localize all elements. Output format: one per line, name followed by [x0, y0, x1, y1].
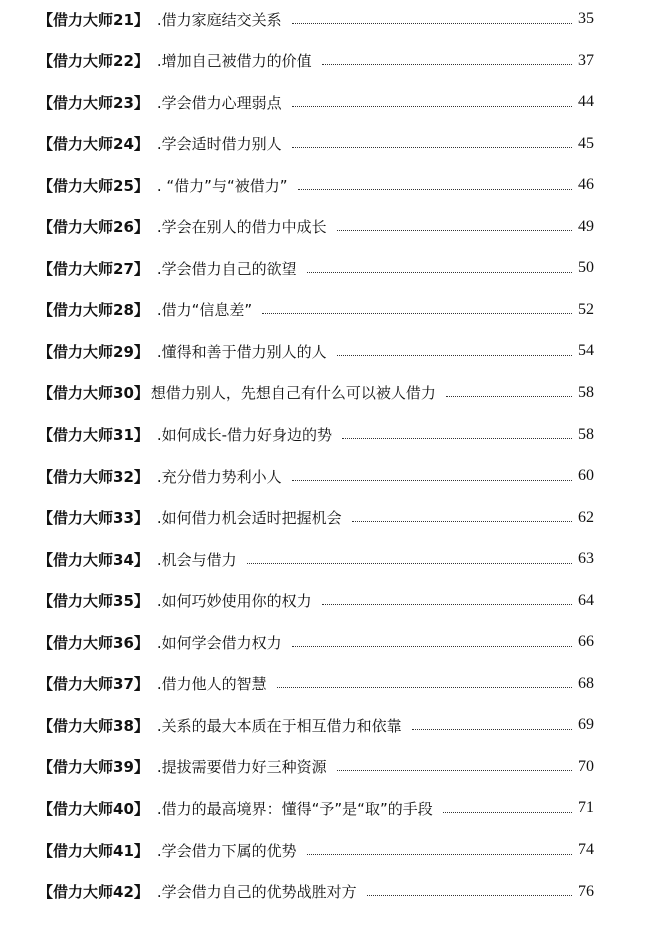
toc-entry-label: 【借力大师23】 [38, 93, 149, 112]
toc-entry-label: 【借力大师22】 [38, 52, 149, 70]
dot-leader [307, 272, 572, 273]
toc-entry-title: .如何借力机会适时把握机会 [156, 509, 342, 528]
toc-entry[interactable] [38, 254, 594, 282]
toc-entry-label: 【借力大师21】 [38, 10, 149, 29]
toc-entry-page-number: 74 [578, 841, 594, 858]
dot-leader [446, 396, 572, 397]
toc-entry-page-number: 52 [578, 300, 594, 318]
toc-entry-title: .学会借力自己的优势战胜对方 [156, 883, 357, 901]
toc-entry-page-number: 35 [578, 10, 594, 27]
dot-leader [292, 480, 572, 481]
toc-entry-label: 【借力大师37】 [38, 675, 149, 694]
dot-leader [412, 729, 572, 730]
dot-leader [443, 812, 572, 813]
toc-entry-page-number: 62 [578, 508, 594, 526]
toc-entry-page-number: 49 [578, 217, 594, 235]
toc-entry[interactable] [38, 171, 594, 199]
toc-entry-title: .关系的最大本质在于相互借力和依靠 [156, 716, 402, 735]
toc-entry[interactable] [38, 47, 594, 75]
dot-leader [337, 230, 572, 231]
toc-entry-page-number: 63 [578, 550, 594, 568]
dot-leader [337, 770, 572, 771]
toc-entry-label: 【借力大师26】 [38, 218, 149, 237]
dot-leader [292, 23, 572, 24]
toc-entry-page-number: 70 [578, 757, 594, 775]
toc-entry-page-number: 54 [578, 342, 594, 360]
toc-entry[interactable] [38, 88, 594, 116]
toc-entry-title: .借力他人的智慧 [156, 675, 267, 694]
toc-entry-title: .学会借力心理弱点 [156, 93, 282, 112]
dot-leader [322, 604, 572, 605]
dot-leader [298, 189, 573, 190]
toc-entry[interactable] [38, 836, 594, 864]
dot-leader [277, 687, 572, 688]
toc-entry-page-number: 76 [578, 882, 594, 900]
toc-entry-label: 【借力大师29】 [38, 342, 149, 361]
toc-entry-title: .借力“信息差” [156, 301, 253, 320]
toc-entry-page-number: 66 [578, 633, 594, 651]
toc-entry-page-number: 71 [578, 799, 594, 817]
toc-entry-label: 【借力大师27】 [38, 259, 149, 278]
toc-entry[interactable] [38, 670, 594, 698]
toc-entry-title: .学会借力自己的欲望 [156, 259, 297, 278]
toc-entry-title: .机会与借力 [156, 550, 237, 569]
toc-entry-title: .借力的最高境界：懂得“予”是“取”的手段 [156, 799, 433, 818]
toc-entry-label: 【借力大师39】 [38, 758, 149, 777]
toc-entry[interactable] [38, 711, 594, 739]
toc-entry[interactable] [38, 587, 594, 615]
toc-entry[interactable] [38, 545, 594, 573]
toc-entry-page-number: 68 [578, 674, 594, 692]
toc-entry-title: .充分借力势利小人 [156, 467, 282, 486]
toc-entry-title: .增加自己被借力的价值 [156, 52, 312, 70]
toc-entry-title: 想借力别人，先想自己有什么可以被人借力 [150, 384, 436, 403]
toc-entry-page-number: 58 [578, 383, 594, 401]
dot-leader [342, 438, 572, 439]
dot-leader [322, 64, 572, 65]
toc-entry-page-number: 64 [578, 591, 594, 609]
toc-entry-page-number: 45 [578, 134, 594, 152]
toc-entry-page-number: 37 [578, 51, 594, 69]
toc-entry-title: .提拔需要借力好三种资源 [156, 758, 327, 777]
toc-entry-title: . “借力”与“被借力” [156, 176, 288, 195]
toc-entry-label: 【借力大师40】 [38, 799, 149, 818]
toc-entry-title: .如何巧妙使用你的权力 [156, 592, 312, 611]
dot-leader [292, 147, 572, 148]
dot-leader [262, 313, 572, 314]
toc-entry-label: 【借力大师31】 [38, 426, 149, 444]
toc-entry-title: .学会借力下属的优势 [156, 841, 297, 860]
dot-leader [307, 854, 572, 855]
toc-entry-label: 【借力大师30】 [38, 384, 149, 403]
toc-entry-title: .学会适时借力别人 [156, 135, 282, 154]
toc-entry-label: 【借力大师24】 [38, 135, 149, 154]
toc-entry-label: 【借力大师28】 [38, 301, 149, 320]
toc-entry[interactable] [38, 130, 594, 158]
toc-entry-label: 【借力大师35】 [38, 592, 149, 611]
toc-entry-label: 【借力大师38】 [38, 716, 149, 735]
dot-leader [292, 646, 572, 647]
toc-entry[interactable] [38, 878, 594, 906]
toc-entry-page-number: 44 [578, 93, 594, 111]
toc-entry-label: 【借力大师33】 [38, 509, 149, 528]
toc-entry[interactable] [38, 628, 594, 656]
toc-entry[interactable] [38, 462, 594, 490]
dot-leader [367, 895, 572, 896]
toc-entry[interactable] [38, 379, 594, 407]
dot-leader [247, 563, 572, 564]
dot-leader [337, 355, 572, 356]
toc-entry-title: .如何成长-借力好身边的势 [156, 426, 333, 444]
toc-entry[interactable] [38, 337, 594, 365]
toc-entry-title: .懂得和善于借力别人的人 [156, 342, 327, 361]
toc-entry[interactable] [38, 5, 594, 33]
toc-entry-label: 【借力大师41】 [38, 841, 149, 860]
toc-entry-label: 【借力大师32】 [38, 467, 149, 486]
toc-entry[interactable] [38, 794, 594, 822]
toc-entry-title: .学会在别人的借力中成长 [156, 218, 327, 237]
toc-entry[interactable] [38, 296, 594, 324]
toc-entry-label: 【借力大师42】 [38, 883, 149, 901]
toc-entry-label: 【借力大师25】 [38, 176, 149, 195]
toc-entry[interactable] [38, 213, 594, 241]
dot-leader [292, 106, 572, 107]
toc-entry-page-number: 69 [578, 716, 594, 734]
toc-entry-page-number: 60 [578, 467, 594, 484]
dot-leader [352, 521, 572, 522]
toc-entry-page-number: 58 [578, 425, 594, 443]
toc-entry[interactable] [38, 753, 594, 781]
toc-entry-page-number: 50 [578, 259, 594, 277]
toc-entry-page-number: 46 [578, 176, 594, 194]
toc-entry-label: 【借力大师34】 [38, 550, 149, 569]
toc-entry[interactable] [38, 504, 594, 532]
toc-entry-title: .如何学会借力权力 [156, 633, 282, 652]
toc-entry-label: 【借力大师36】 [38, 633, 149, 652]
toc-entry[interactable] [38, 421, 594, 449]
toc-entry-title: .借力家庭结交关系 [156, 10, 282, 29]
